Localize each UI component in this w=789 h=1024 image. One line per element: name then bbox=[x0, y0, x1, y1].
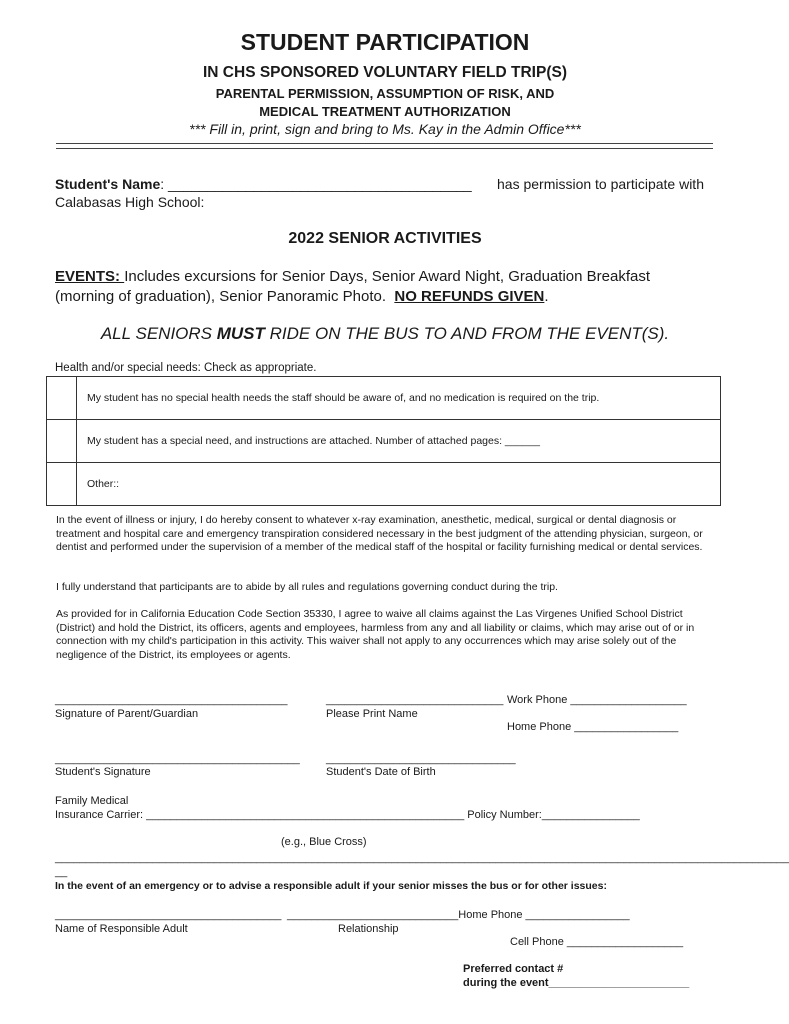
divider-line-short: __ bbox=[55, 866, 68, 878]
health-option-row bbox=[47, 463, 721, 506]
insurance-carrier-field[interactable]: Insurance Carrier: ____________________________________________________ Policy Number:________________ bbox=[55, 809, 640, 821]
health-label: Health and/or special needs: Check as appropriate. bbox=[55, 362, 317, 374]
work-phone-field[interactable]: Work Phone ___________________ bbox=[507, 694, 687, 706]
print-name-label: Please Print Name bbox=[326, 708, 418, 720]
waiver-paragraph: As provided for in California Education Code Section 35330, I agree to waive all claims against the Las Virgenes Unified School District (District) and hold the District, its officers, agents and employees, harmless from any and all liability or claims, which may arise out of or in connection with my child's participation in this activity. This waiver shall not apply to any occurrences which may arise solely out of the negligence of the District, its employees or agents. bbox=[56, 608, 695, 661]
family-medical-label: Family Medical bbox=[55, 795, 129, 807]
cell-phone-field[interactable]: Cell Phone ___________________ bbox=[510, 936, 684, 948]
section-title: 2022 SENIOR ACTIVITIES bbox=[288, 230, 482, 247]
home-phone-field[interactable]: Home Phone _________________ bbox=[507, 721, 679, 733]
health-option-text: My student has a special need, and instructions are attached. Number of attached pages: ______ bbox=[77, 420, 721, 463]
print-name-line[interactable]: _____________________________ bbox=[326, 694, 504, 706]
student-name-row bbox=[55, 176, 472, 192]
form-instruction: *** Fill in, print, sign and bring to Ms. Kay in the Admin Office*** bbox=[189, 121, 581, 137]
divider-line: ________________________________________________________________________________________________________________________ bbox=[55, 852, 789, 864]
parent-signature-label: Signature of Parent/Guardian bbox=[55, 708, 199, 720]
form-heading-line3: PARENTAL PERMISSION, ASSUMPTION OF RISK, AND bbox=[215, 86, 555, 101]
student-name-label: Student's Name bbox=[55, 176, 161, 192]
events-text-2: (morning of graduation), Senior Panoramic Photo. bbox=[55, 288, 387, 305]
bus-notice-must: MUST bbox=[216, 324, 265, 343]
date-of-birth-line[interactable]: _______________________________ bbox=[326, 753, 516, 765]
events-period: . bbox=[544, 288, 549, 305]
relationship-home-phone-field[interactable]: ____________________________Home Phone _________________ bbox=[287, 909, 630, 921]
student-signature-line[interactable]: ________________________________________ bbox=[55, 753, 300, 765]
events-line2 bbox=[55, 288, 549, 305]
bus-notice-pre: ALL SENIORS bbox=[100, 324, 217, 343]
relationship-label: Relationship bbox=[338, 923, 399, 935]
bus-notice-post: RIDE ON THE BUS TO AND FROM THE EVENT(S). bbox=[264, 324, 670, 343]
emergency-instruction: In the event of an emergency or to advise a responsible adult if your senior misses the bus or for other issues: bbox=[55, 880, 607, 892]
health-option-checkbox[interactable] bbox=[47, 420, 77, 463]
no-refunds-notice: NO REFUNDS GIVEN bbox=[394, 288, 545, 305]
permission-text: has permission to participate with bbox=[497, 176, 704, 192]
bus-notice bbox=[0, 324, 770, 344]
rules-paragraph: I fully understand that participants are to abide by all rules and regulations governing conduct during the trip. bbox=[56, 581, 558, 593]
health-option-checkbox[interactable] bbox=[47, 463, 77, 506]
student-signature-label: Student's Signature bbox=[55, 766, 151, 778]
school-name: Calabasas High School: bbox=[55, 194, 205, 210]
preferred-contact-field[interactable]: during the event_______________________ bbox=[463, 977, 690, 989]
health-option-row bbox=[47, 377, 721, 420]
preferred-contact-label: Preferred contact # bbox=[463, 963, 564, 975]
responsible-adult-label: Name of Responsible Adult bbox=[55, 923, 188, 935]
parent-signature-line[interactable]: ______________________________________ bbox=[55, 694, 288, 706]
events-line1 bbox=[55, 268, 650, 285]
responsible-adult-line[interactable]: _____________________________________ bbox=[55, 909, 282, 921]
health-option-row bbox=[47, 420, 721, 463]
events-text-1: Includes excursions for Senior Days, Senior Award Night, Graduation Breakfast bbox=[124, 268, 651, 285]
events-label: EVENTS: bbox=[55, 268, 125, 285]
form-title: STUDENT PARTICIPATION bbox=[240, 29, 530, 55]
health-option-checkbox[interactable] bbox=[47, 377, 77, 420]
student-name-field[interactable]: : _______________________________________ bbox=[160, 176, 472, 192]
health-option-text: Other:: bbox=[77, 463, 721, 506]
date-of-birth-label: Student's Date of Birth bbox=[326, 766, 436, 778]
consent-paragraph: In the event of illness or injury, I do hereby consent to whatever x-ray examination, anesthetic, medical, surgical or dental diagnosis or treatment and hospital care and emergency transpiration considered necessary in the best judgment of the attending physician, surgeon, or dentist and performed under the supervision of a member of the medical staff of the hospital or facility furnishing medical or dental services. bbox=[56, 514, 703, 554]
health-needs-table bbox=[46, 376, 721, 506]
health-option-text: My student has no special health needs the staff should be aware of, and no medication is required on the trip. bbox=[77, 377, 721, 420]
insurance-example: (e.g., Blue Cross) bbox=[281, 836, 367, 848]
header-divider bbox=[56, 143, 713, 149]
form-subtitle: IN CHS SPONSORED VOLUNTARY FIELD TRIP(S) bbox=[203, 64, 567, 81]
form-heading-line4: MEDICAL TREATMENT AUTHORIZATION bbox=[259, 104, 511, 119]
